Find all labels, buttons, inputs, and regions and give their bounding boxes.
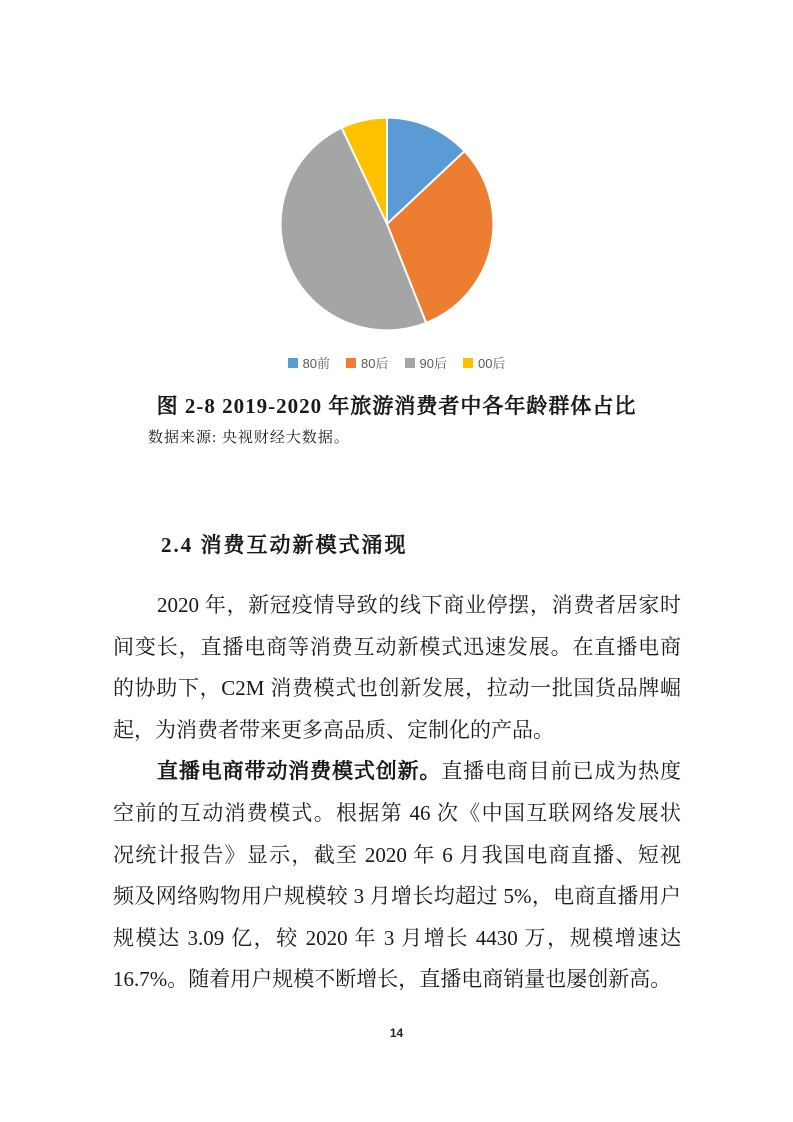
paragraph-1-line-1: 2020 年，新冠疫情导致的线下商业停摆，消费者居家时 (157, 593, 681, 617)
legend-label-1: 80后 (361, 356, 389, 371)
paragraph-2-line-1-rest: 直播电商目前已成为热度 (441, 759, 682, 784)
paragraph-2-line-5: 规模达 3.09 亿，较 2020 年 3 月增长 4430 万，规模增速达 (113, 925, 681, 950)
chart-legend (0, 353, 793, 372)
legend-swatch-2 (405, 358, 415, 368)
legend-item-0 (288, 353, 330, 372)
paragraph-1-line-2: 间变长，直播电商等消费互动新模式迅速发展。在直播电商 (113, 634, 681, 659)
pie-chart (271, 108, 503, 340)
legend-label-2: 90后 (419, 356, 447, 371)
figure-caption: 图 2-8 2019-2020 年旅游消费者中各年龄群体占比 (156, 394, 637, 418)
legend-item-3 (463, 353, 505, 372)
paragraph-2-line-3: 况统计报告》显示，截至 2020 年 6 月我国电商直播、短视 (113, 842, 681, 867)
body-text (113, 585, 681, 1001)
legend-item-2 (405, 353, 447, 372)
section-heading: 2.4 消费互动新模式涌现 (161, 533, 408, 557)
legend-swatch-3 (463, 358, 473, 368)
page-number: 14 (389, 1026, 404, 1040)
paragraph-2-line-4: 频及网络购物用户规模较 3 月增长均超过 5%，电商直播用户 (113, 884, 681, 909)
paragraph-1-line-4: 起，为消费者带来更多高品质、定制化的产品。 (113, 717, 554, 742)
paragraph-1-line-3: 的协助下，C2M 消费模式也创新发展，拉动一批国货品牌崛 (113, 676, 681, 701)
legend-swatch-0 (288, 358, 298, 368)
paragraph-2-line-1 (113, 751, 681, 793)
legend-label-0: 80前 (302, 356, 331, 371)
paragraph-2-bold-lead: 直播电商带动消费模式创新。 (157, 759, 442, 784)
paragraph-2-line-2: 空前的互动消费模式。根据第 46 次《中国互联网络发展状 (113, 800, 681, 825)
paragraph-2-line-6: 16.7%。随着用户规模不断增长，直播电商销量也屡创新高。 (113, 967, 672, 992)
legend-item-1 (346, 353, 388, 372)
legend-swatch-1 (346, 358, 356, 368)
figure-source-note: 数据来源: 央视财经大数据。 (148, 430, 350, 446)
legend-label-3: 00后 (477, 356, 506, 371)
